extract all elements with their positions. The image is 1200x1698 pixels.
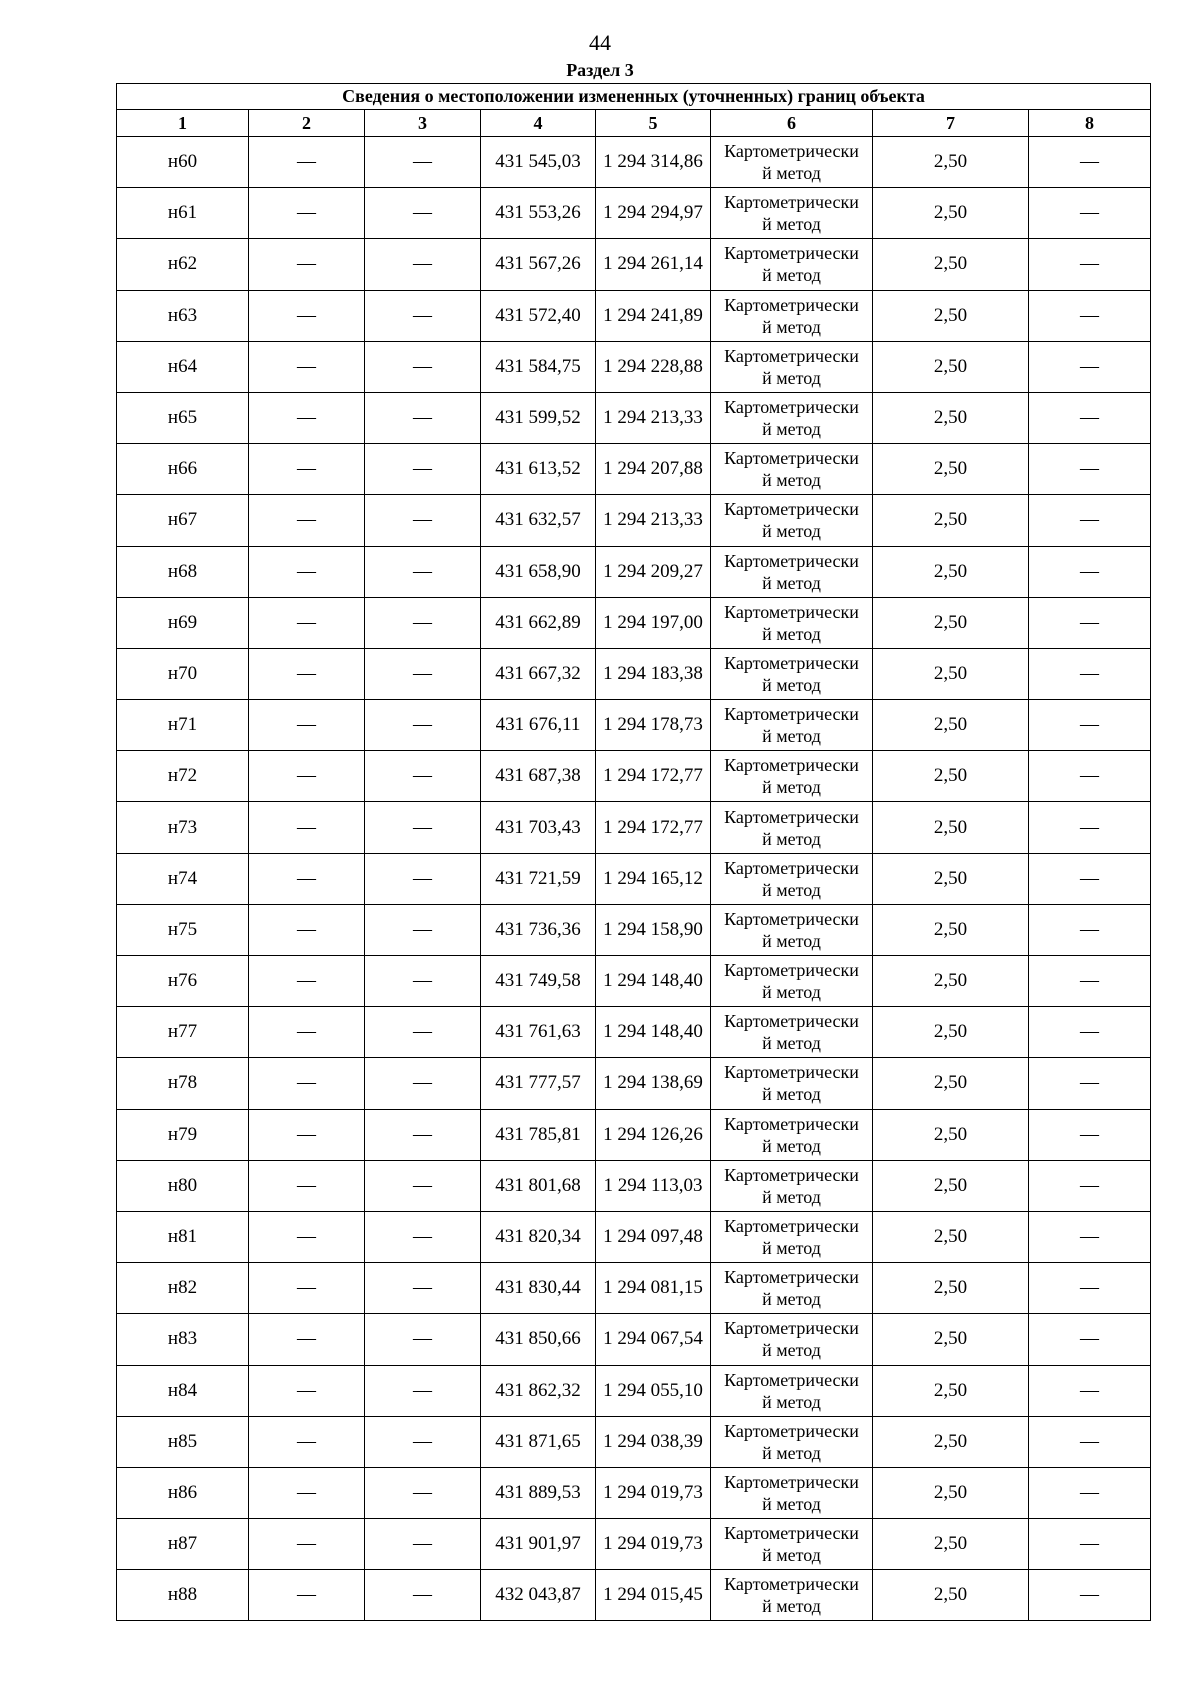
y-coordinate-cell: 1 294 126,26 bbox=[596, 1109, 711, 1160]
table-row bbox=[117, 1160, 1151, 1211]
x-coordinate-cell: 431 761,63 bbox=[481, 1007, 596, 1058]
empty-cell: — bbox=[249, 1416, 365, 1467]
empty-cell: — bbox=[365, 444, 481, 495]
table-row bbox=[117, 546, 1151, 597]
table-row bbox=[117, 239, 1151, 290]
empty-cell: — bbox=[249, 1263, 365, 1314]
point-name-cell: н83 bbox=[117, 1314, 249, 1365]
accuracy-cell: 2,50 bbox=[873, 956, 1029, 1007]
method-cell: Картометрически й метод bbox=[711, 1058, 873, 1109]
method-cell: Картометрически й метод bbox=[711, 341, 873, 392]
accuracy-cell: 2,50 bbox=[873, 188, 1029, 239]
empty-cell: — bbox=[249, 341, 365, 392]
point-name-cell: н82 bbox=[117, 1263, 249, 1314]
point-name-cell: н81 bbox=[117, 1211, 249, 1262]
empty-cell: — bbox=[1029, 1263, 1151, 1314]
empty-cell: — bbox=[249, 648, 365, 699]
x-coordinate-cell: 431 553,26 bbox=[481, 188, 596, 239]
y-coordinate-cell: 1 294 038,39 bbox=[596, 1416, 711, 1467]
method-cell: Картометрически й метод bbox=[711, 597, 873, 648]
table-row bbox=[117, 1416, 1151, 1467]
accuracy-cell: 2,50 bbox=[873, 700, 1029, 751]
x-coordinate-cell: 431 567,26 bbox=[481, 239, 596, 290]
column-number: 7 bbox=[873, 110, 1029, 137]
empty-cell: — bbox=[249, 1365, 365, 1416]
accuracy-cell: 2,50 bbox=[873, 1160, 1029, 1211]
column-number: 3 bbox=[365, 110, 481, 137]
accuracy-cell: 2,50 bbox=[873, 392, 1029, 443]
method-cell: Картометрически й метод bbox=[711, 853, 873, 904]
empty-cell: — bbox=[1029, 956, 1151, 1007]
empty-cell: — bbox=[1029, 290, 1151, 341]
empty-cell: — bbox=[365, 392, 481, 443]
point-name-cell: н76 bbox=[117, 956, 249, 1007]
empty-cell: — bbox=[1029, 188, 1151, 239]
empty-cell: — bbox=[1029, 1058, 1151, 1109]
method-cell: Картометрически й метод bbox=[711, 1467, 873, 1518]
method-cell: Картометрически й метод bbox=[711, 290, 873, 341]
empty-cell: — bbox=[249, 597, 365, 648]
table-row bbox=[117, 1263, 1151, 1314]
y-coordinate-cell: 1 294 113,03 bbox=[596, 1160, 711, 1211]
table-row bbox=[117, 1058, 1151, 1109]
x-coordinate-cell: 431 632,57 bbox=[481, 495, 596, 546]
empty-cell: — bbox=[365, 597, 481, 648]
empty-cell: — bbox=[365, 1519, 481, 1570]
empty-cell: — bbox=[1029, 802, 1151, 853]
x-coordinate-cell: 431 785,81 bbox=[481, 1109, 596, 1160]
y-coordinate-cell: 1 294 213,33 bbox=[596, 495, 711, 546]
point-name-cell: н61 bbox=[117, 188, 249, 239]
empty-cell: — bbox=[249, 700, 365, 751]
empty-cell: — bbox=[365, 1416, 481, 1467]
empty-cell: — bbox=[365, 188, 481, 239]
section-title: Раздел 3 bbox=[566, 60, 634, 80]
empty-cell: — bbox=[249, 1058, 365, 1109]
empty-cell: — bbox=[249, 1109, 365, 1160]
column-number: 8 bbox=[1029, 110, 1151, 137]
table-row bbox=[117, 956, 1151, 1007]
y-coordinate-cell: 1 294 019,73 bbox=[596, 1467, 711, 1518]
empty-cell: — bbox=[249, 1314, 365, 1365]
x-coordinate-cell: 431 871,65 bbox=[481, 1416, 596, 1467]
empty-cell: — bbox=[249, 1467, 365, 1518]
point-name-cell: н68 bbox=[117, 546, 249, 597]
y-coordinate-cell: 1 294 138,69 bbox=[596, 1058, 711, 1109]
point-name-cell: н71 bbox=[117, 700, 249, 751]
accuracy-cell: 2,50 bbox=[873, 1467, 1029, 1518]
column-number-row bbox=[117, 110, 1151, 137]
point-name-cell: н64 bbox=[117, 341, 249, 392]
empty-cell: — bbox=[365, 239, 481, 290]
table-row bbox=[117, 1109, 1151, 1160]
x-coordinate-cell: 431 613,52 bbox=[481, 444, 596, 495]
table-row bbox=[117, 700, 1151, 751]
x-coordinate-cell: 431 901,97 bbox=[481, 1519, 596, 1570]
empty-cell: — bbox=[365, 700, 481, 751]
table-row bbox=[117, 341, 1151, 392]
method-cell: Картометрически й метод bbox=[711, 392, 873, 443]
empty-cell: — bbox=[365, 1570, 481, 1621]
table-row bbox=[117, 597, 1151, 648]
empty-cell: — bbox=[1029, 751, 1151, 802]
table-row bbox=[117, 802, 1151, 853]
accuracy-cell: 2,50 bbox=[873, 290, 1029, 341]
x-coordinate-cell: 431 658,90 bbox=[481, 546, 596, 597]
y-coordinate-cell: 1 294 148,40 bbox=[596, 1007, 711, 1058]
point-name-cell: н86 bbox=[117, 1467, 249, 1518]
x-coordinate-cell: 431 572,40 bbox=[481, 290, 596, 341]
empty-cell: — bbox=[365, 1160, 481, 1211]
empty-cell: — bbox=[1029, 853, 1151, 904]
method-cell: Картометрически й метод bbox=[711, 1211, 873, 1262]
method-cell: Картометрически й метод bbox=[711, 188, 873, 239]
table-caption: Сведения о местоположении измененных (уточненных) границ объекта bbox=[117, 84, 1151, 110]
empty-cell: — bbox=[249, 495, 365, 546]
accuracy-cell: 2,50 bbox=[873, 239, 1029, 290]
empty-cell: — bbox=[1029, 1314, 1151, 1365]
point-name-cell: н63 bbox=[117, 290, 249, 341]
empty-cell: — bbox=[1029, 1007, 1151, 1058]
empty-cell: — bbox=[1029, 648, 1151, 699]
y-coordinate-cell: 1 294 294,97 bbox=[596, 188, 711, 239]
x-coordinate-cell: 431 862,32 bbox=[481, 1365, 596, 1416]
point-name-cell: н65 bbox=[117, 392, 249, 443]
empty-cell: — bbox=[249, 853, 365, 904]
accuracy-cell: 2,50 bbox=[873, 444, 1029, 495]
empty-cell: — bbox=[249, 1570, 365, 1621]
method-cell: Картометрически й метод bbox=[711, 444, 873, 495]
empty-cell: — bbox=[365, 1467, 481, 1518]
table-row bbox=[117, 495, 1151, 546]
empty-cell: — bbox=[1029, 1519, 1151, 1570]
empty-cell: — bbox=[1029, 341, 1151, 392]
y-coordinate-cell: 1 294 015,45 bbox=[596, 1570, 711, 1621]
method-cell: Картометрически й метод bbox=[711, 1519, 873, 1570]
empty-cell: — bbox=[249, 1160, 365, 1211]
x-coordinate-cell: 431 736,36 bbox=[481, 904, 596, 955]
table-row bbox=[117, 1007, 1151, 1058]
point-name-cell: н72 bbox=[117, 751, 249, 802]
boundary-coordinates-table bbox=[116, 83, 1151, 1621]
y-coordinate-cell: 1 294 158,90 bbox=[596, 904, 711, 955]
x-coordinate-cell: 431 676,11 bbox=[481, 700, 596, 751]
table-row bbox=[117, 290, 1151, 341]
accuracy-cell: 2,50 bbox=[873, 1314, 1029, 1365]
method-cell: Картометрически й метод bbox=[711, 546, 873, 597]
empty-cell: — bbox=[365, 751, 481, 802]
x-coordinate-cell: 431 662,89 bbox=[481, 597, 596, 648]
empty-cell: — bbox=[365, 904, 481, 955]
column-number: 6 bbox=[711, 110, 873, 137]
empty-cell: — bbox=[1029, 904, 1151, 955]
table-row bbox=[117, 444, 1151, 495]
point-name-cell: н75 bbox=[117, 904, 249, 955]
accuracy-cell: 2,50 bbox=[873, 853, 1029, 904]
method-cell: Картометрически й метод bbox=[711, 1416, 873, 1467]
y-coordinate-cell: 1 294 148,40 bbox=[596, 956, 711, 1007]
point-name-cell: н74 bbox=[117, 853, 249, 904]
x-coordinate-cell: 431 721,59 bbox=[481, 853, 596, 904]
table-row bbox=[117, 188, 1151, 239]
accuracy-cell: 2,50 bbox=[873, 648, 1029, 699]
x-coordinate-cell: 431 545,03 bbox=[481, 137, 596, 188]
y-coordinate-cell: 1 294 165,12 bbox=[596, 853, 711, 904]
point-name-cell: н77 bbox=[117, 1007, 249, 1058]
accuracy-cell: 2,50 bbox=[873, 1211, 1029, 1262]
method-cell: Картометрически й метод bbox=[711, 1365, 873, 1416]
accuracy-cell: 2,50 bbox=[873, 546, 1029, 597]
empty-cell: — bbox=[365, 1058, 481, 1109]
y-coordinate-cell: 1 294 314,86 bbox=[596, 137, 711, 188]
x-coordinate-cell: 431 830,44 bbox=[481, 1263, 596, 1314]
accuracy-cell: 2,50 bbox=[873, 597, 1029, 648]
point-name-cell: н70 bbox=[117, 648, 249, 699]
x-coordinate-cell: 431 703,43 bbox=[481, 802, 596, 853]
point-name-cell: н69 bbox=[117, 597, 249, 648]
empty-cell: — bbox=[1029, 1570, 1151, 1621]
method-cell: Картометрически й метод bbox=[711, 648, 873, 699]
empty-cell: — bbox=[365, 853, 481, 904]
point-name-cell: н84 bbox=[117, 1365, 249, 1416]
point-name-cell: н60 bbox=[117, 137, 249, 188]
point-name-cell: н73 bbox=[117, 802, 249, 853]
y-coordinate-cell: 1 294 209,27 bbox=[596, 546, 711, 597]
empty-cell: — bbox=[249, 1211, 365, 1262]
empty-cell: — bbox=[365, 1365, 481, 1416]
table-row bbox=[117, 1211, 1151, 1262]
empty-cell: — bbox=[249, 904, 365, 955]
table-row bbox=[117, 1467, 1151, 1518]
column-number: 5 bbox=[596, 110, 711, 137]
empty-cell: — bbox=[1029, 546, 1151, 597]
accuracy-cell: 2,50 bbox=[873, 1263, 1029, 1314]
y-coordinate-cell: 1 294 213,33 bbox=[596, 392, 711, 443]
empty-cell: — bbox=[1029, 1160, 1151, 1211]
y-coordinate-cell: 1 294 178,73 bbox=[596, 700, 711, 751]
empty-cell: — bbox=[249, 1007, 365, 1058]
empty-cell: — bbox=[1029, 495, 1151, 546]
empty-cell: — bbox=[249, 751, 365, 802]
accuracy-cell: 2,50 bbox=[873, 1519, 1029, 1570]
accuracy-cell: 2,50 bbox=[873, 1007, 1029, 1058]
accuracy-cell: 2,50 bbox=[873, 1570, 1029, 1621]
page-number: 44 bbox=[589, 30, 611, 55]
empty-cell: — bbox=[249, 444, 365, 495]
x-coordinate-cell: 431 801,68 bbox=[481, 1160, 596, 1211]
empty-cell: — bbox=[365, 1314, 481, 1365]
empty-cell: — bbox=[1029, 1467, 1151, 1518]
empty-cell: — bbox=[365, 290, 481, 341]
method-cell: Картометрически й метод bbox=[711, 1160, 873, 1211]
point-name-cell: н78 bbox=[117, 1058, 249, 1109]
method-cell: Картометрически й метод bbox=[711, 1007, 873, 1058]
table-row bbox=[117, 392, 1151, 443]
method-cell: Картометрически й метод bbox=[711, 495, 873, 546]
empty-cell: — bbox=[365, 1109, 481, 1160]
x-coordinate-cell: 431 749,58 bbox=[481, 956, 596, 1007]
x-coordinate-cell: 431 599,52 bbox=[481, 392, 596, 443]
empty-cell: — bbox=[365, 1007, 481, 1058]
point-name-cell: н66 bbox=[117, 444, 249, 495]
method-cell: Картометрически й метод bbox=[711, 751, 873, 802]
empty-cell: — bbox=[249, 239, 365, 290]
empty-cell: — bbox=[1029, 137, 1151, 188]
accuracy-cell: 2,50 bbox=[873, 341, 1029, 392]
table-row bbox=[117, 1570, 1151, 1621]
empty-cell: — bbox=[249, 1519, 365, 1570]
accuracy-cell: 2,50 bbox=[873, 1109, 1029, 1160]
method-cell: Картометрически й метод bbox=[711, 700, 873, 751]
empty-cell: — bbox=[365, 137, 481, 188]
point-name-cell: н87 bbox=[117, 1519, 249, 1570]
empty-cell: — bbox=[365, 495, 481, 546]
method-cell: Картометрически й метод bbox=[711, 1109, 873, 1160]
empty-cell: — bbox=[249, 290, 365, 341]
point-name-cell: н80 bbox=[117, 1160, 249, 1211]
table-row bbox=[117, 1365, 1151, 1416]
accuracy-cell: 2,50 bbox=[873, 751, 1029, 802]
accuracy-cell: 2,50 bbox=[873, 1365, 1029, 1416]
y-coordinate-cell: 1 294 207,88 bbox=[596, 444, 711, 495]
table-caption-row bbox=[117, 84, 1151, 110]
column-number: 2 bbox=[249, 110, 365, 137]
x-coordinate-cell: 431 667,32 bbox=[481, 648, 596, 699]
point-name-cell: н79 bbox=[117, 1109, 249, 1160]
empty-cell: — bbox=[1029, 597, 1151, 648]
accuracy-cell: 2,50 bbox=[873, 495, 1029, 546]
empty-cell: — bbox=[249, 188, 365, 239]
y-coordinate-cell: 1 294 261,14 bbox=[596, 239, 711, 290]
empty-cell: — bbox=[1029, 239, 1151, 290]
table-body bbox=[117, 137, 1151, 1621]
accuracy-cell: 2,50 bbox=[873, 802, 1029, 853]
x-coordinate-cell: 431 584,75 bbox=[481, 341, 596, 392]
empty-cell: — bbox=[1029, 1211, 1151, 1262]
point-name-cell: н85 bbox=[117, 1416, 249, 1467]
point-name-cell: н67 bbox=[117, 495, 249, 546]
y-coordinate-cell: 1 294 172,77 bbox=[596, 751, 711, 802]
y-coordinate-cell: 1 294 172,77 bbox=[596, 802, 711, 853]
accuracy-cell: 2,50 bbox=[873, 1058, 1029, 1109]
point-name-cell: н88 bbox=[117, 1570, 249, 1621]
x-coordinate-cell: 431 687,38 bbox=[481, 751, 596, 802]
method-cell: Картометрически й метод bbox=[711, 1570, 873, 1621]
empty-cell: — bbox=[249, 137, 365, 188]
empty-cell: — bbox=[249, 802, 365, 853]
empty-cell: — bbox=[1029, 1109, 1151, 1160]
empty-cell: — bbox=[365, 802, 481, 853]
y-coordinate-cell: 1 294 019,73 bbox=[596, 1519, 711, 1570]
y-coordinate-cell: 1 294 228,88 bbox=[596, 341, 711, 392]
empty-cell: — bbox=[1029, 1365, 1151, 1416]
method-cell: Картометрически й метод bbox=[711, 802, 873, 853]
method-cell: Картометрически й метод bbox=[711, 956, 873, 1007]
empty-cell: — bbox=[365, 1263, 481, 1314]
method-cell: Картометрически й метод bbox=[711, 1263, 873, 1314]
table-row bbox=[117, 1314, 1151, 1365]
method-cell: Картометрически й метод bbox=[711, 137, 873, 188]
y-coordinate-cell: 1 294 183,38 bbox=[596, 648, 711, 699]
empty-cell: — bbox=[249, 956, 365, 1007]
y-coordinate-cell: 1 294 197,00 bbox=[596, 597, 711, 648]
x-coordinate-cell: 431 889,53 bbox=[481, 1467, 596, 1518]
table-row bbox=[117, 853, 1151, 904]
accuracy-cell: 2,50 bbox=[873, 137, 1029, 188]
table-row bbox=[117, 648, 1151, 699]
method-cell: Картометрически й метод bbox=[711, 904, 873, 955]
empty-cell: — bbox=[1029, 1416, 1151, 1467]
accuracy-cell: 2,50 bbox=[873, 904, 1029, 955]
method-cell: Картометрически й метод bbox=[711, 239, 873, 290]
x-coordinate-cell: 431 820,34 bbox=[481, 1211, 596, 1262]
empty-cell: — bbox=[365, 956, 481, 1007]
table-row bbox=[117, 137, 1151, 188]
empty-cell: — bbox=[365, 341, 481, 392]
y-coordinate-cell: 1 294 055,10 bbox=[596, 1365, 711, 1416]
x-coordinate-cell: 432 043,87 bbox=[481, 1570, 596, 1621]
table-row bbox=[117, 1519, 1151, 1570]
empty-cell: — bbox=[249, 392, 365, 443]
empty-cell: — bbox=[365, 1211, 481, 1262]
empty-cell: — bbox=[365, 546, 481, 597]
empty-cell: — bbox=[1029, 392, 1151, 443]
empty-cell: — bbox=[1029, 444, 1151, 495]
empty-cell: — bbox=[249, 546, 365, 597]
x-coordinate-cell: 431 777,57 bbox=[481, 1058, 596, 1109]
empty-cell: — bbox=[365, 648, 481, 699]
empty-cell: — bbox=[1029, 700, 1151, 751]
column-number: 4 bbox=[481, 110, 596, 137]
table-row bbox=[117, 751, 1151, 802]
y-coordinate-cell: 1 294 081,15 bbox=[596, 1263, 711, 1314]
table-row bbox=[117, 904, 1151, 955]
column-number: 1 bbox=[117, 110, 249, 137]
point-name-cell: н62 bbox=[117, 239, 249, 290]
y-coordinate-cell: 1 294 241,89 bbox=[596, 290, 711, 341]
x-coordinate-cell: 431 850,66 bbox=[481, 1314, 596, 1365]
accuracy-cell: 2,50 bbox=[873, 1416, 1029, 1467]
y-coordinate-cell: 1 294 067,54 bbox=[596, 1314, 711, 1365]
y-coordinate-cell: 1 294 097,48 bbox=[596, 1211, 711, 1262]
method-cell: Картометрически й метод bbox=[711, 1314, 873, 1365]
